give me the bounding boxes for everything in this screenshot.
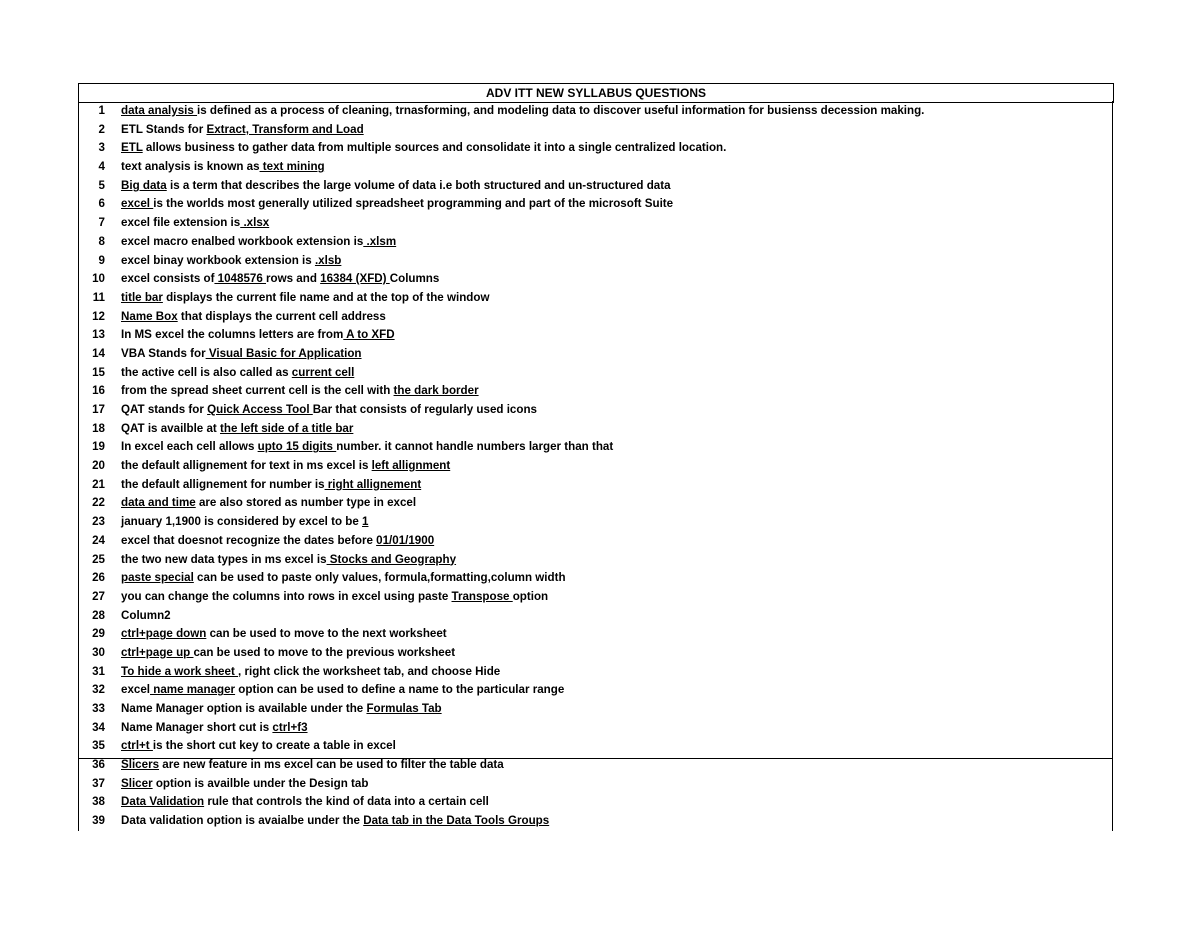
question-text — [121, 793, 489, 812]
answer-text: ctrl+page up — [121, 645, 194, 659]
row-number: 20 — [92, 459, 105, 473]
statement-text: january 1,1900 is considered by excel to be — [121, 515, 363, 529]
question-text — [121, 326, 395, 345]
question-text — [121, 494, 416, 513]
answer-text: data analysis — [121, 104, 198, 117]
answer-text: .xlsx — [240, 216, 270, 230]
statement-text: QAT stands for — [121, 403, 208, 416]
answer-text: Big data — [121, 178, 167, 192]
table-row — [78, 326, 1113, 345]
statement-text: are also stored as number type in excel — [195, 496, 417, 510]
answer-text: the dark border — [393, 384, 479, 398]
statement-text: allows business to gather data from multiple sources and consolidate it into a single centralized location. — [142, 141, 727, 155]
answer-text: left allignment — [371, 459, 451, 473]
answer-text: Slicer — [121, 776, 153, 790]
table-row — [78, 438, 1113, 457]
row-number: 24 — [92, 533, 105, 547]
statement-text: the default allignement for number is — [121, 477, 325, 491]
table-row — [78, 214, 1113, 233]
statement-text: is defined as a process of cleaning, trnasforming, and modeling data to discover useful information for busienss decession making. — [197, 104, 925, 117]
row-number: 10 — [92, 272, 105, 286]
answer-text: Formulas Tab — [366, 702, 442, 715]
answer-text: Extract, Transform and Load — [206, 122, 364, 136]
answer-text: .xlsb — [314, 253, 342, 267]
statement-text: is the worlds most generally utilized spreadsheet programming and part of the microsoft Suite — [153, 197, 674, 211]
answer-text: Quick Access Tool — [207, 403, 313, 416]
statement-text: Name Manager short cut is — [121, 720, 273, 734]
question-text — [121, 401, 537, 420]
statement-text: VBA Stands for — [121, 346, 206, 360]
answer-text: ctrl+page down — [121, 627, 207, 641]
table-row — [78, 195, 1113, 214]
table-row — [78, 289, 1113, 308]
question-text — [121, 252, 341, 271]
statement-text: option can be used to define a name to the particular range — [235, 683, 565, 697]
question-text — [121, 195, 673, 214]
statement-text: can be used to move to the previous worksheet — [193, 645, 456, 659]
answer-text: 1 — [362, 515, 369, 529]
answer-text: excel — [121, 197, 154, 211]
table-row — [78, 793, 1113, 812]
question-text — [121, 308, 386, 327]
question-text — [121, 700, 442, 719]
row-number: 23 — [92, 515, 105, 529]
statement-text: excel consists of — [121, 272, 215, 286]
table-row — [78, 158, 1113, 177]
statement-text: the default allignement for text in ms excel is — [121, 459, 372, 473]
answer-text: name manager — [150, 683, 236, 697]
statement-text: is the short cut key to create a table in excel — [152, 739, 396, 753]
question-text — [121, 681, 564, 700]
table-row — [78, 681, 1113, 700]
table-row — [78, 420, 1113, 439]
table-row — [78, 513, 1113, 532]
table-row — [78, 588, 1113, 607]
table-row — [78, 775, 1113, 794]
question-text — [121, 588, 548, 607]
row-number: 36 — [92, 758, 105, 772]
table-row — [78, 177, 1113, 196]
row-number: 6 — [98, 197, 105, 211]
answer-text: 01/01/1900 — [376, 533, 435, 547]
row-number: 19 — [92, 440, 105, 454]
answer-text: data and time — [121, 496, 196, 510]
question-text — [121, 513, 368, 532]
statement-text: text analysis is known as — [121, 160, 260, 174]
answer-text: ctrl+t — [121, 739, 153, 753]
statement-text: displays the current file name and at the top of the window — [162, 290, 490, 304]
statement-text: Columns — [389, 272, 440, 286]
question-text — [121, 177, 671, 196]
question-text — [121, 270, 439, 289]
table-row — [78, 812, 1113, 831]
question-text — [121, 289, 489, 308]
table-row — [78, 121, 1113, 140]
row-number: 38 — [92, 795, 105, 809]
row-number: 26 — [92, 571, 105, 585]
statement-text: ETL Stands for — [121, 122, 207, 136]
statement-text: Bar that consists of regularly used icons — [312, 403, 537, 416]
statement-text: excel binay workbook extension is — [121, 253, 315, 267]
table-row — [78, 401, 1113, 420]
statement-text: number. it cannot handle numbers larger than that — [336, 440, 614, 454]
question-text — [121, 233, 396, 252]
row-number: 8 — [98, 234, 105, 248]
table-row — [78, 607, 1113, 626]
answer-text: Visual Basic for Application — [205, 346, 362, 360]
question-text — [121, 644, 455, 663]
table-row — [78, 756, 1113, 775]
row-number: 32 — [92, 683, 105, 697]
table-row — [78, 102, 1113, 121]
row-number: 12 — [92, 309, 105, 323]
question-text — [121, 214, 269, 233]
table-row — [78, 532, 1113, 551]
question-text — [121, 532, 434, 551]
question-text — [121, 476, 421, 495]
row-number: 13 — [92, 328, 105, 342]
answer-text: the left side of a title bar — [220, 421, 354, 435]
row-number: 7 — [98, 216, 105, 230]
answer-text: title bar — [121, 290, 163, 304]
row-number: 2 — [98, 122, 105, 136]
question-list — [78, 102, 1113, 831]
statement-text: excel macro enalbed workbook extension is — [121, 234, 364, 248]
row-number: 3 — [98, 141, 105, 155]
row-number: 31 — [92, 664, 105, 678]
statement-text: option — [512, 589, 549, 603]
answer-text: Data tab in the Data Tools Groups — [363, 814, 550, 828]
table-row — [78, 719, 1113, 738]
question-text — [121, 719, 308, 738]
row-number: 1 — [98, 104, 105, 117]
row-number: 33 — [92, 702, 105, 715]
statement-text: the two new data types in ms excel is — [121, 552, 327, 566]
table-row — [78, 476, 1113, 495]
answer-text: Name Box — [121, 309, 178, 323]
table-row — [78, 382, 1113, 401]
row-number: 15 — [92, 365, 105, 379]
table-row — [78, 663, 1113, 682]
table-row — [78, 139, 1113, 158]
table-row — [78, 233, 1113, 252]
statement-text: that displays the current cell address — [177, 309, 386, 323]
question-text — [121, 382, 479, 401]
answer-text: ETL — [121, 141, 143, 155]
answer-text: paste special — [121, 571, 194, 585]
answer-text: Slicers — [121, 758, 160, 772]
row-number: 34 — [92, 720, 105, 734]
statement-text: excel file extension is — [121, 216, 241, 230]
statement-text: from the spread sheet current cell is the cell with — [121, 384, 394, 398]
answer-text: upto 15 digits — [257, 440, 337, 454]
statement-text: can be used to move to the next worksheet — [206, 627, 447, 641]
row-number: 9 — [98, 253, 105, 267]
table-row — [78, 308, 1113, 327]
row-number: 39 — [92, 814, 105, 828]
question-text — [121, 625, 447, 644]
answer-text: right allignement — [324, 477, 422, 491]
statement-text: the active cell is also called as — [121, 365, 292, 379]
question-text — [121, 158, 325, 177]
answer-text: 16384 (XFD) — [320, 272, 390, 286]
statement-text: In MS excel the columns letters are from — [121, 328, 344, 342]
row-number: 37 — [92, 776, 105, 790]
statement-text: rows and — [266, 272, 321, 286]
table-row — [78, 494, 1113, 513]
table-row — [78, 345, 1113, 364]
table-row — [78, 364, 1113, 383]
question-text — [121, 607, 171, 626]
table-row — [78, 270, 1113, 289]
row-number: 27 — [92, 589, 105, 603]
statement-text: Data validation option is avaialbe under the — [121, 814, 364, 828]
table-row — [78, 625, 1113, 644]
statement-text: excel — [121, 683, 151, 697]
question-text — [121, 737, 396, 756]
question-text — [121, 812, 549, 831]
row-number: 4 — [98, 160, 105, 174]
sheet-title: ADV ITT NEW SYLLABUS QUESTIONS — [78, 83, 1114, 103]
row-number: 17 — [92, 403, 105, 416]
row-number: 25 — [92, 552, 105, 566]
statement-text: you can change the columns into rows in excel using paste — [121, 589, 452, 603]
statement-text: Name Manager option is available under the — [121, 702, 367, 715]
question-text — [121, 438, 613, 457]
answer-text: To hide a work sheet — [121, 664, 239, 678]
row-number: 14 — [92, 346, 105, 360]
statement-text: QAT is availble at — [121, 421, 221, 435]
answer-text: ctrl+f3 — [272, 720, 308, 734]
row-number: 22 — [92, 496, 105, 510]
answer-text: Transpose — [451, 589, 513, 603]
statement-text: excel that doesnot recognize the dates before — [121, 533, 377, 547]
statement-text: rule that controls the kind of data into a certain cell — [204, 795, 489, 809]
statement-text: can be used to paste only values, formula,formatting,column width — [193, 571, 566, 585]
answer-text: Data Validation — [121, 795, 205, 809]
row-number: 29 — [92, 627, 105, 641]
statement-text: option is availble under the Design tab — [152, 776, 369, 790]
question-text — [121, 345, 362, 364]
question-text — [121, 139, 726, 158]
statement-text: In excel each cell allows — [121, 440, 258, 454]
question-text — [121, 551, 456, 570]
answer-text: Stocks and Geography — [326, 552, 457, 566]
table-row — [78, 700, 1113, 719]
answer-text: .xlsm — [363, 234, 397, 248]
statement-text: is a term that describes the large volume of data i.e both structured and un-structured data — [166, 178, 671, 192]
row-number: 18 — [92, 421, 105, 435]
question-text — [121, 364, 354, 383]
question-text — [121, 102, 924, 121]
row-number: 11 — [92, 290, 105, 304]
question-text — [121, 663, 500, 682]
table-row — [78, 644, 1113, 663]
answer-text: 1048576 — [214, 272, 267, 286]
answer-text: current cell — [291, 365, 355, 379]
question-text — [121, 775, 368, 794]
statement-text: are new feature in ms excel can be used to filter the table data — [159, 758, 504, 772]
question-text — [121, 569, 566, 588]
table-row — [78, 737, 1113, 756]
question-text — [121, 457, 450, 476]
question-text — [121, 420, 353, 439]
table-row — [78, 252, 1113, 271]
row-number: 5 — [98, 178, 105, 192]
row-number: 30 — [92, 645, 105, 659]
row-number: 16 — [92, 384, 105, 398]
answer-text: text mining — [259, 160, 325, 174]
table-row — [78, 457, 1113, 476]
table-row — [78, 551, 1113, 570]
question-text — [121, 121, 364, 140]
statement-text: Column2 — [121, 608, 171, 622]
row-number: 35 — [92, 739, 105, 753]
table-row — [78, 569, 1113, 588]
statement-text: , right click the worksheet tab, and choose Hide — [238, 664, 501, 678]
answer-text: A to XFD — [343, 328, 395, 342]
question-text — [121, 756, 504, 775]
row-number: 28 — [92, 608, 105, 622]
row-number: 21 — [92, 477, 105, 491]
